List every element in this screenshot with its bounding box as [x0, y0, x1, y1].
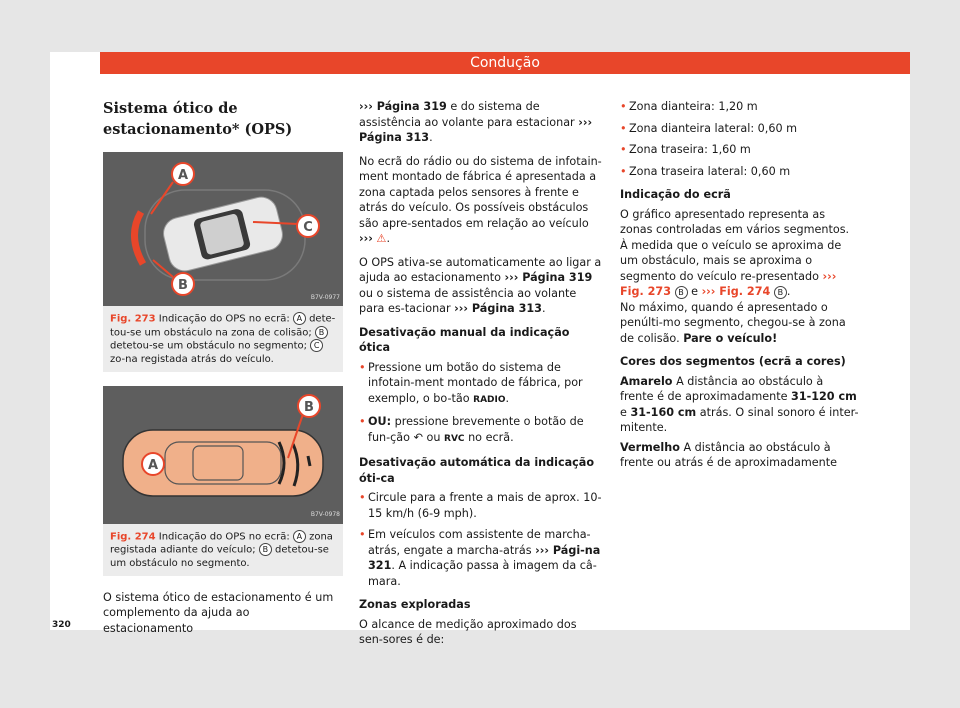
intro-paragraph: O sistema ótico de estacionamento é um complemento da ajuda ao estacionamento — [103, 590, 334, 635]
bullet-speed: • Circule para a frente a mais de aprox. 10-15 km/h (6-9 mph). — [359, 490, 602, 521]
figure-273-caption: Fig. 273 Indicação do OPS no ecrã: A dete-tou-se um obstáculo na zona de colisão; B detetou-se um obstáculo no segmento; C zo-na registada atrás do veículo. — [103, 306, 343, 372]
subheading-zones: Zonas exploradas — [359, 598, 471, 611]
zone-item: • Zona traseira lateral: 0,60 m — [620, 164, 860, 180]
color-amber: Amarelo A distância ao obstáculo à frente é de aproximadamente 31-120 cm e 31-160 cm atrás. O sinal sonoro é inter-mitente. — [620, 374, 859, 434]
figure-273-label-c: C — [303, 220, 313, 235]
figure-273-image — [103, 152, 343, 306]
figure-274-label-a: A — [147, 457, 159, 473]
figure-274 — [103, 386, 343, 524]
page-sheet — [50, 52, 910, 646]
figure-274-label-b: B — [304, 399, 314, 415]
zone-item: • Zona traseira: 1,60 m — [620, 142, 860, 158]
paragraph-3: O OPS ativa-se automaticamente ao ligar a ajuda ao estacionamento ››› Página 319 ou o sistema de assistência ao volante para es-tacionar ››› Página 313. — [359, 255, 602, 315]
paragraph-max: No máximo, quando é apresentado o penúlti-mo segmento, chegou-se à zona de colisão. Pare o veículo! — [620, 300, 846, 345]
paragraph-zones: O alcance de medição aproximado dos sen-sores é de: — [359, 617, 577, 646]
figure-274-code: B7V-0978 — [310, 511, 340, 518]
column-1 — [103, 98, 343, 644]
subheading-display: Indicação do ecrã — [620, 188, 731, 201]
column-3 — [620, 99, 860, 475]
paragraph-1: ››› Página 319 e do sistema de assistência ao volante para estacionar ››› Página 313. — [359, 100, 593, 144]
column-2 — [359, 99, 602, 656]
figure-273-label-a: A — [177, 168, 189, 183]
paragraph-2: No ecrã do rádio ou do sistema de infotain-ment montado de fábrica é apresentada a zona captada pelos sensores à frente e atrás do veículo. Os possíveis obstáculos são apre-sentados em relação ao veículo ››› ⚠. — [359, 154, 602, 245]
zone-item: • Zona dianteira lateral: 0,60 m — [620, 121, 860, 137]
page-number: 320 — [52, 620, 71, 630]
figure-274-image — [103, 386, 343, 524]
bullet-reverse: • Em veículos com assistente de marcha-atrás, engate a marcha-atrás ››› Pági-na 321. A indicação passa à imagem da câ-mara. — [359, 527, 602, 589]
zone-item: • Zona dianteira: 1,20 m — [620, 99, 860, 115]
subheading-colors: Cores dos segmentos (ecrã a cores) — [620, 355, 846, 368]
figure-273 — [103, 152, 343, 306]
bullet-or: • OU: pressione brevemente o botão de fun-ção ↶ ou RVC no ecrã. — [359, 414, 602, 447]
page-header: Condução — [100, 52, 910, 74]
subheading-auto: Desativação automática da indicação óti-ca — [359, 456, 595, 485]
figure-273-code: B7V-0977 — [310, 293, 340, 301]
subheading-manual: Desativação manual da indicação ótica — [359, 325, 570, 354]
return-arrow-icon: ↶ — [413, 430, 423, 444]
section-heading: Sistema ótico de estacionamento* (OPS) — [103, 100, 293, 138]
bullet-radio: • Pressione um botão do sistema de infotain-ment montado de fábrica, por exemplo, o bo-tão RADIO. — [359, 360, 602, 409]
figure-273-label-b: B — [178, 278, 188, 293]
color-red: Vermelho A distância ao obstáculo à frente ou atrás é de aproximadamente — [620, 440, 838, 469]
figure-274-caption: Fig. 274 Indicação do OPS no ecrã: A zona registada adiante do veículo; B detetou-se um obstáculo no segmento. — [103, 524, 343, 576]
warning-icon: ⚠ — [376, 232, 387, 245]
paragraph-display: O gráfico apresentado representa as zonas controladas em vários segmentos. À medida que o veículo se aproxima de um obstáculo, mais se aproxima o segmento do veículo re-presentado ››› Fig. 273 B e ››› Fig. 274 B . — [620, 207, 850, 298]
